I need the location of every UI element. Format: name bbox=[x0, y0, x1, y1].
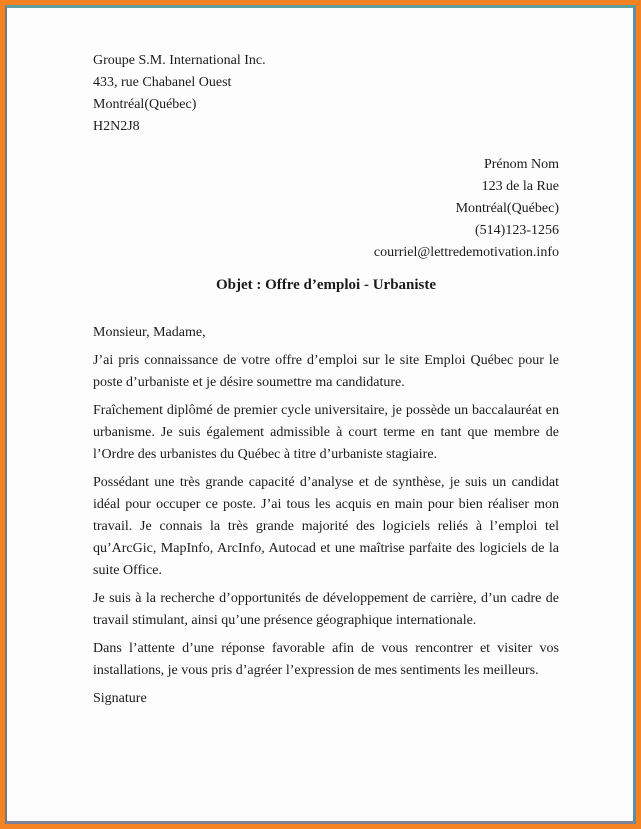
paragraph-intro: J’ai pris connaissance de votre offre d’emploi sur le site Emploi Québec pour le poste d’urbaniste et je désire soumettre ma candidature. bbox=[93, 353, 559, 390]
sender-address-block bbox=[93, 50, 559, 138]
sender-company: Groupe S.M. International Inc. bbox=[93, 53, 266, 68]
subject-line: Objet : Offre d’emploi - Urbaniste bbox=[215, 277, 437, 293]
sender-postal-code: H2N2J8 bbox=[93, 119, 140, 134]
signature-label: Signature bbox=[93, 691, 147, 706]
applicant-street: 123 de la Rue bbox=[481, 179, 559, 194]
sender-street: 433, rue Chabanel Ouest bbox=[93, 75, 232, 90]
paragraph-education: Fraîchement diplômé de premier cycle universitaire, je possède un baccalauréat en urbanisme. Je suis également admissible à court terme en tant que membre de l’Ordre des urbanistes du Québec à titre d’urbaniste stagiaire. bbox=[93, 403, 559, 462]
applicant-phone: (514)123-1256 bbox=[475, 223, 559, 238]
salutation: Monsieur, Madame, bbox=[93, 325, 206, 340]
applicant-city: Montréal(Québec) bbox=[455, 201, 559, 216]
paragraph-closing: Dans l’attente d’une réponse favorable afin de vous rencontrer et visiter vos installations, je vous pris d’agréer l’expression de mes sentiments les meilleurs. bbox=[93, 641, 559, 678]
applicant-email: courriel@lettredemotivation.info bbox=[373, 245, 559, 260]
paragraph-skills: Possédant une très grande capacité d’analyse et de synthèse, je suis un candidat idéal pour occuper ce poste. J’ai tous les acquis en main pour bien réaliser mon travail. Je connais la très grande majorité des logiciels reliés à l’emploi tel qu’ArcGic, MapInfo, ArcInfo, Autocad et une maîtrise parfaite des logiciels de la suite Office. bbox=[93, 475, 559, 578]
applicant-name: Prénom Nom bbox=[483, 157, 559, 172]
paragraph-motivation: Je suis à la recherche d’opportunités de développement de carrière, d’un cadre de travail stimulant, ainsi qu’une présence géographique internationale. bbox=[93, 591, 559, 628]
applicant-contact-block bbox=[93, 154, 559, 264]
sender-city: Montréal(Québec) bbox=[93, 97, 197, 112]
letter-page bbox=[5, 5, 636, 824]
